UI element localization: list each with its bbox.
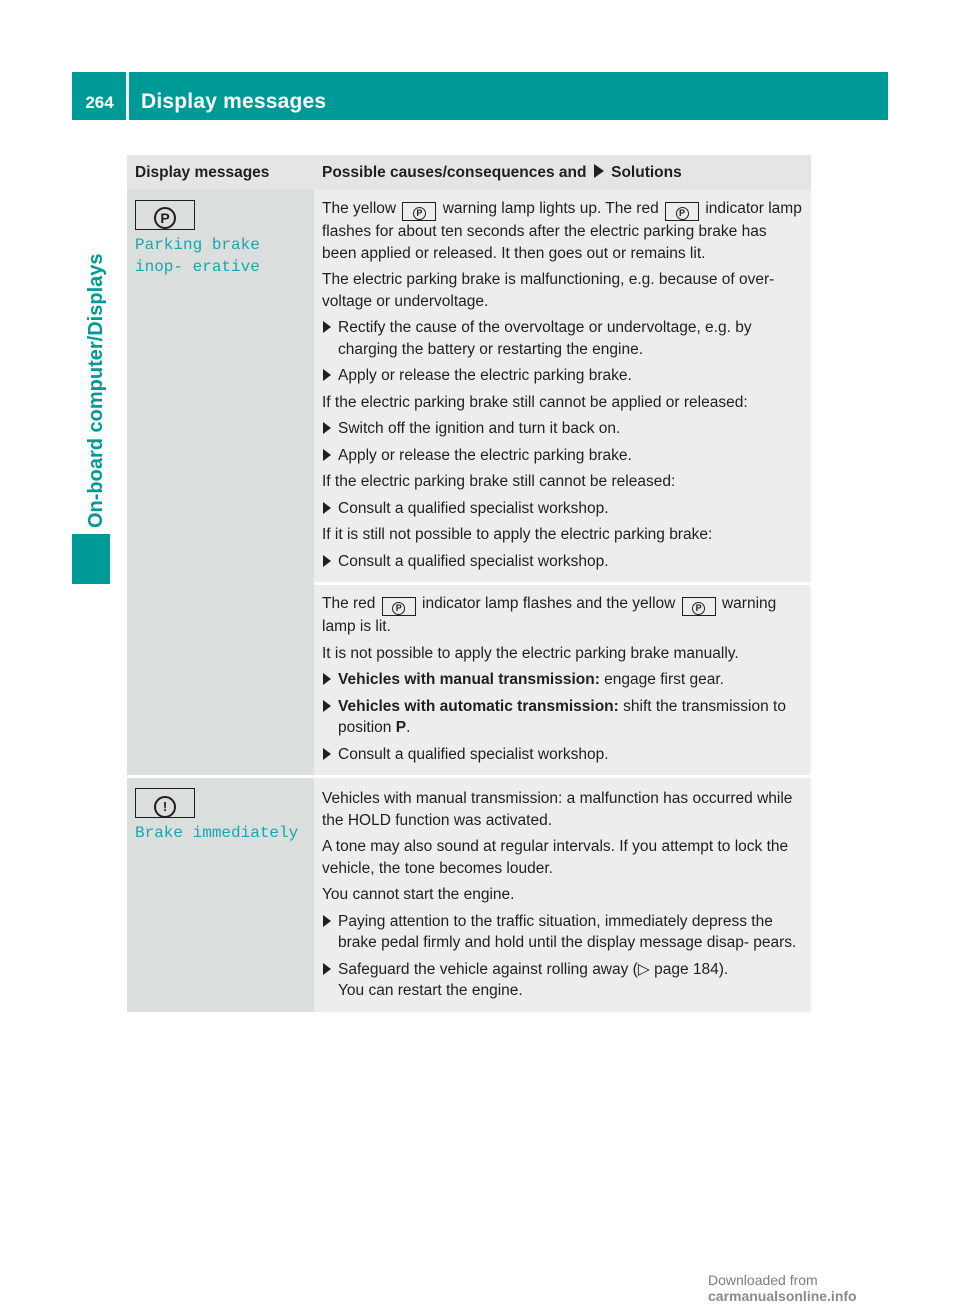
parking-brake-icon: P: [402, 202, 436, 221]
display-text-parking-brake: Parking brake inop‐ erative: [135, 236, 260, 276]
display-cell-parking-brake: [127, 190, 314, 777]
display-cell-brake-immediately: [127, 778, 314, 1012]
solution-cell: [314, 585, 811, 777]
bullet-arrow-icon: [323, 673, 331, 685]
page-ref-link[interactable]: page 184).: [654, 960, 729, 978]
list-item: Consult a qualified specialist workshop.: [322, 744, 805, 766]
bullet-arrow-icon: [323, 422, 331, 434]
paragraph: A tone may also sound at regular intervals. If you attempt to lock the vehicle, the tone becomes louder.: [322, 838, 789, 877]
paragraph: If the electric parking brake still cannot be applied or released:: [322, 393, 748, 411]
col-header-causes-text: Possible causes/consequences and: [322, 163, 587, 181]
paragraph: The yellow P warning lamp lights up. The red P indicator lamp flashes for about ten seconds after the electric parking brake has been applied or released. It then goes out or remains lit.: [322, 200, 802, 262]
bullet-arrow-icon: [323, 915, 331, 927]
col-header-display-messages: Display messages: [127, 155, 314, 190]
bullet-arrow-icon: [323, 502, 331, 514]
paragraph: It is not possible to apply the electric parking brake manually.: [322, 644, 739, 662]
list-item: Vehicles with automatic transmission: shift the transmission to position P.: [322, 696, 805, 739]
page-title: Display messages: [141, 90, 327, 113]
paragraph: Vehicles with manual transmission: a malfunction has occurred while the HOLD function was activated.: [322, 790, 793, 829]
solution-cell: [314, 778, 811, 1012]
list-item: Paying attention to the traffic situation, immediately depress the brake pedal firmly and hold until the display message disap- pears.: [322, 911, 805, 954]
header-divider: [126, 72, 129, 120]
footer-watermark: Downloaded from carmanualsonline.info: [708, 1272, 857, 1304]
bullet-arrow-icon: [323, 748, 331, 760]
solution-arrow-icon: [594, 164, 604, 178]
page-number: 264: [85, 93, 114, 112]
paragraph: The electric parking brake is malfunctioning, e.g. because of over- voltage or undervoltage.: [322, 271, 775, 310]
table-row: [127, 778, 811, 1012]
paragraph: The red P indicator lamp flashes and the yellow P warning lamp is lit.: [322, 595, 777, 635]
list-item: Switch off the ignition and turn it back on.: [322, 418, 805, 440]
list-item: Rectify the cause of the overvoltage or undervoltage, e.g. by charging the battery or restarting the engine.: [322, 317, 805, 360]
paragraph: If it is still not possible to apply the electric parking brake:: [322, 526, 713, 543]
bullet-arrow-icon: [323, 700, 331, 712]
list-item: Vehicles with manual transmission: engage first gear.: [322, 669, 805, 691]
bullet-arrow-icon: [323, 555, 331, 567]
list-item: Apply or release the electric parking brake.: [322, 365, 805, 387]
display-text-brake-immediately: Brake immediately: [135, 824, 299, 842]
col-header-solutions-text: Solutions: [611, 163, 682, 181]
solution-cell: [314, 190, 811, 584]
parking-brake-icon: P: [135, 200, 195, 230]
parking-brake-icon: P: [682, 597, 716, 616]
bullet-arrow-icon: [323, 321, 331, 333]
side-tab-block: [72, 534, 110, 584]
bullet-arrow-icon: [323, 369, 331, 381]
table-header-row: [127, 155, 811, 190]
table-row: [127, 190, 811, 584]
page-ref-icon: ▷: [637, 960, 650, 978]
parking-brake-icon: P: [382, 597, 416, 616]
list-item: Consult a qualified specialist workshop.: [322, 551, 805, 573]
bullet-arrow-icon: [323, 963, 331, 975]
list-item: Consult a qualified specialist workshop.: [322, 498, 805, 520]
side-tab-label: On-board computer/Displays: [85, 253, 107, 528]
list-item: Apply or release the electric parking brake.: [322, 445, 805, 467]
hold-brake-icon: !: [135, 788, 195, 818]
bullet-arrow-icon: [323, 449, 331, 461]
paragraph: If the electric parking brake still cannot be released:: [322, 473, 676, 490]
paragraph: You cannot start the engine.: [322, 886, 515, 903]
col-header-causes: [314, 155, 811, 190]
list-item: Safeguard the vehicle against rolling away (▷ page 184). You can restart the engine.: [322, 959, 805, 1002]
parking-brake-icon: P: [665, 202, 699, 221]
display-messages-table: [127, 155, 811, 1012]
